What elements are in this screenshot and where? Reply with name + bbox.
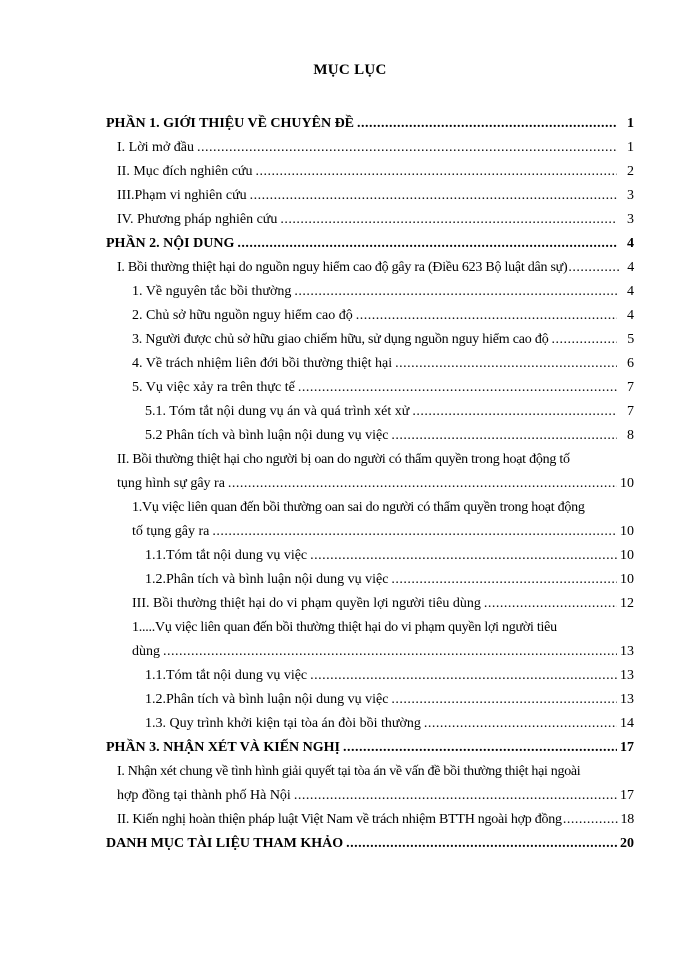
dot-leader	[294, 281, 617, 303]
toc-entry[interactable]	[0, 593, 700, 617]
toc-entry[interactable]	[0, 281, 700, 305]
toc-entry[interactable]	[0, 377, 700, 401]
toc-entry[interactable]	[0, 425, 700, 449]
dot-leader	[228, 473, 617, 495]
toc-entry-text: I. Nhận xét chung về tình hình giải quyết tại tòa án về vấn đề bồi thường thiệt hại ngoài	[117, 764, 581, 779]
toc-entry-text: III. Bồi thường thiệt hại do vi phạm quyền lợi người tiêu dùng	[132, 596, 481, 611]
toc-entry-text: 5.2 Phân tích và bình luận nội dung vụ việc	[145, 428, 389, 443]
toc-entry-page: 3	[627, 212, 634, 227]
toc-entry[interactable]	[0, 713, 700, 737]
dot-leader	[310, 545, 617, 567]
toc-entry-text: III.Phạm vi nghiên cứu	[117, 188, 247, 203]
toc-entry-page: 10	[620, 548, 634, 563]
toc-entry-page: 4	[627, 308, 634, 323]
dot-leader	[563, 809, 619, 831]
dot-leader	[356, 305, 617, 327]
toc-entry[interactable]	[0, 353, 700, 377]
toc-entry[interactable]	[0, 665, 700, 689]
toc-entry-text: 5. Vụ việc xảy ra trên thực tế	[132, 380, 295, 395]
toc-entry-text: II. Mục đích nghiên cứu	[117, 164, 253, 179]
dot-leader	[391, 425, 617, 447]
dot-leader	[424, 713, 617, 735]
toc-entry-text: I. Lời mở đầu	[117, 140, 195, 155]
toc-entry-page: 2	[627, 164, 634, 179]
toc-entry-text: II. Kiến nghị hoàn thiện pháp luật Việt Nam về trách nhiệm BTTH ngoài hợp đồng	[117, 812, 562, 827]
toc-entry-page: 17	[620, 788, 634, 803]
toc-entry-page: 13	[620, 668, 634, 683]
toc-entry-continuation: dùng	[132, 644, 160, 659]
toc-entry-page: 3	[627, 188, 634, 203]
toc-entry-page: 4	[627, 260, 634, 275]
toc-entry[interactable]	[0, 329, 700, 353]
toc-entry[interactable]	[0, 257, 700, 281]
toc-entry[interactable]	[0, 233, 700, 257]
toc-entry-page: 18	[620, 812, 634, 827]
dot-leader	[250, 185, 617, 207]
toc-entry-page: 20	[620, 836, 634, 851]
toc-entry-page: 6	[627, 356, 634, 371]
toc-entry[interactable]	[0, 737, 700, 761]
toc-entry[interactable]	[0, 449, 700, 497]
toc-entry-page: 13	[620, 692, 634, 707]
toc-entry-continuation: tố tụng gây ra	[132, 524, 210, 539]
toc-entry[interactable]	[0, 113, 700, 137]
toc-entry-page: 10	[620, 572, 634, 587]
toc-entry-text: DANH MỤC TÀI LIỆU THAM KHẢO	[106, 836, 344, 851]
dot-leader	[294, 785, 617, 807]
dot-leader	[346, 833, 617, 855]
toc-entry-page: 1	[627, 140, 634, 155]
toc-entry[interactable]	[0, 617, 700, 665]
toc-entry-page: 4	[627, 284, 634, 299]
toc-entry-page: 12	[620, 596, 634, 611]
toc-entry[interactable]	[0, 305, 700, 329]
dot-leader	[280, 209, 617, 231]
toc-entry-text: 1.....Vụ việc liên quan đến bồi thường thiệt hại do vi phạm quyền lợi người tiêu	[132, 620, 557, 635]
toc-entry-page: 10	[620, 476, 634, 491]
toc-entry-page: 5	[627, 332, 634, 347]
dot-leader	[357, 113, 617, 135]
toc-entry-continuation: hợp đồng tại thành phố Hà Nội	[117, 788, 291, 803]
toc-entry[interactable]	[0, 209, 700, 233]
toc-entry-page: 4	[627, 236, 634, 251]
toc-entry-page: 1	[627, 116, 634, 131]
dot-leader	[237, 233, 617, 255]
toc-entry-text: 1.1.Tóm tắt nội dung vụ việc	[145, 548, 308, 563]
toc-entry-text: 1. Về nguyên tắc bồi thường	[132, 284, 292, 299]
toc-entry-text: 1.Vụ việc liên quan đến bồi thường oan sai do người có thẩm quyền trong hoạt động	[132, 500, 585, 515]
toc-entry-text: PHẦN 1. GIỚI THIỆU VỀ CHUYÊN ĐỀ	[106, 116, 355, 131]
toc-entry-text: IV. Phương pháp nghiên cứu	[117, 212, 278, 227]
dot-leader	[395, 353, 617, 375]
toc-entry-page: 7	[627, 380, 634, 395]
toc-entry[interactable]	[0, 545, 700, 569]
toc-entry[interactable]	[0, 689, 700, 713]
toc-entry[interactable]	[0, 569, 700, 593]
dot-leader	[298, 377, 617, 399]
toc-entry-text: PHẦN 3. NHẬN XÉT VÀ KIẾN NGHỊ	[106, 740, 341, 755]
dot-leader	[568, 257, 619, 279]
toc-entry-text: I. Bồi thường thiệt hại do nguồn nguy hiểm cao độ gây ra (Điều 623 Bộ luật dân sự)	[117, 260, 568, 275]
dot-leader	[391, 689, 617, 711]
toc-entry-text: 1.2.Phân tích và bình luận nội dung vụ việc	[145, 692, 389, 707]
dot-leader	[310, 665, 617, 687]
toc-entry-page: 13	[620, 644, 634, 659]
dot-leader	[412, 401, 617, 423]
toc-entry-text: II. Bồi thường thiệt hại cho người bị oan do người có thẩm quyền trong hoạt động tố	[117, 452, 570, 467]
toc-entry-page: 14	[620, 716, 634, 731]
dot-leader	[256, 161, 618, 183]
toc-entry-text: 1.2.Phân tích và bình luận nội dung vụ việc	[145, 572, 389, 587]
toc-entry[interactable]	[0, 497, 700, 545]
toc-entry-text: 1.1.Tóm tắt nội dung vụ việc	[145, 668, 308, 683]
dot-leader	[197, 137, 617, 159]
toc-entry-page: 17	[620, 740, 634, 755]
toc-entry[interactable]	[0, 401, 700, 425]
toc-entry-page: 7	[627, 404, 634, 419]
toc-entry-text: 3. Người được chủ sở hữu giao chiếm hữu, sử dụng nguồn nguy hiểm cao độ	[132, 332, 549, 347]
toc-entry[interactable]	[0, 185, 700, 209]
dot-leader	[484, 593, 617, 615]
toc-entry-text: 1.3. Quy trình khởi kiện tại tòa án đòi bồi thường	[145, 716, 421, 731]
toc-entry[interactable]	[0, 809, 700, 833]
toc-entry[interactable]	[0, 761, 700, 809]
dot-leader	[163, 641, 617, 663]
dot-leader	[391, 569, 617, 591]
toc-entry-text: 2. Chủ sở hữu nguồn nguy hiểm cao độ	[132, 308, 353, 323]
toc-entry-page: 10	[620, 524, 634, 539]
toc-entry-continuation: tụng hình sự gây ra	[117, 476, 225, 491]
toc-title: MỤC LỤC	[313, 62, 387, 78]
toc-entry-text: PHẦN 2. NỘI DUNG	[106, 236, 235, 251]
dot-leader	[552, 329, 617, 351]
dot-leader	[343, 737, 617, 759]
toc-entry-text: 5.1. Tóm tắt nội dung vụ án và quá trình xét xử	[145, 404, 410, 419]
toc-entry-page: 8	[627, 428, 634, 443]
dot-leader	[212, 521, 617, 543]
toc-entry[interactable]	[0, 833, 700, 857]
toc-entry-text: 4. Về trách nhiệm liên đới bồi thường thiệt hại	[132, 356, 393, 371]
toc-entry[interactable]	[0, 161, 700, 185]
toc-entry[interactable]	[0, 137, 700, 161]
